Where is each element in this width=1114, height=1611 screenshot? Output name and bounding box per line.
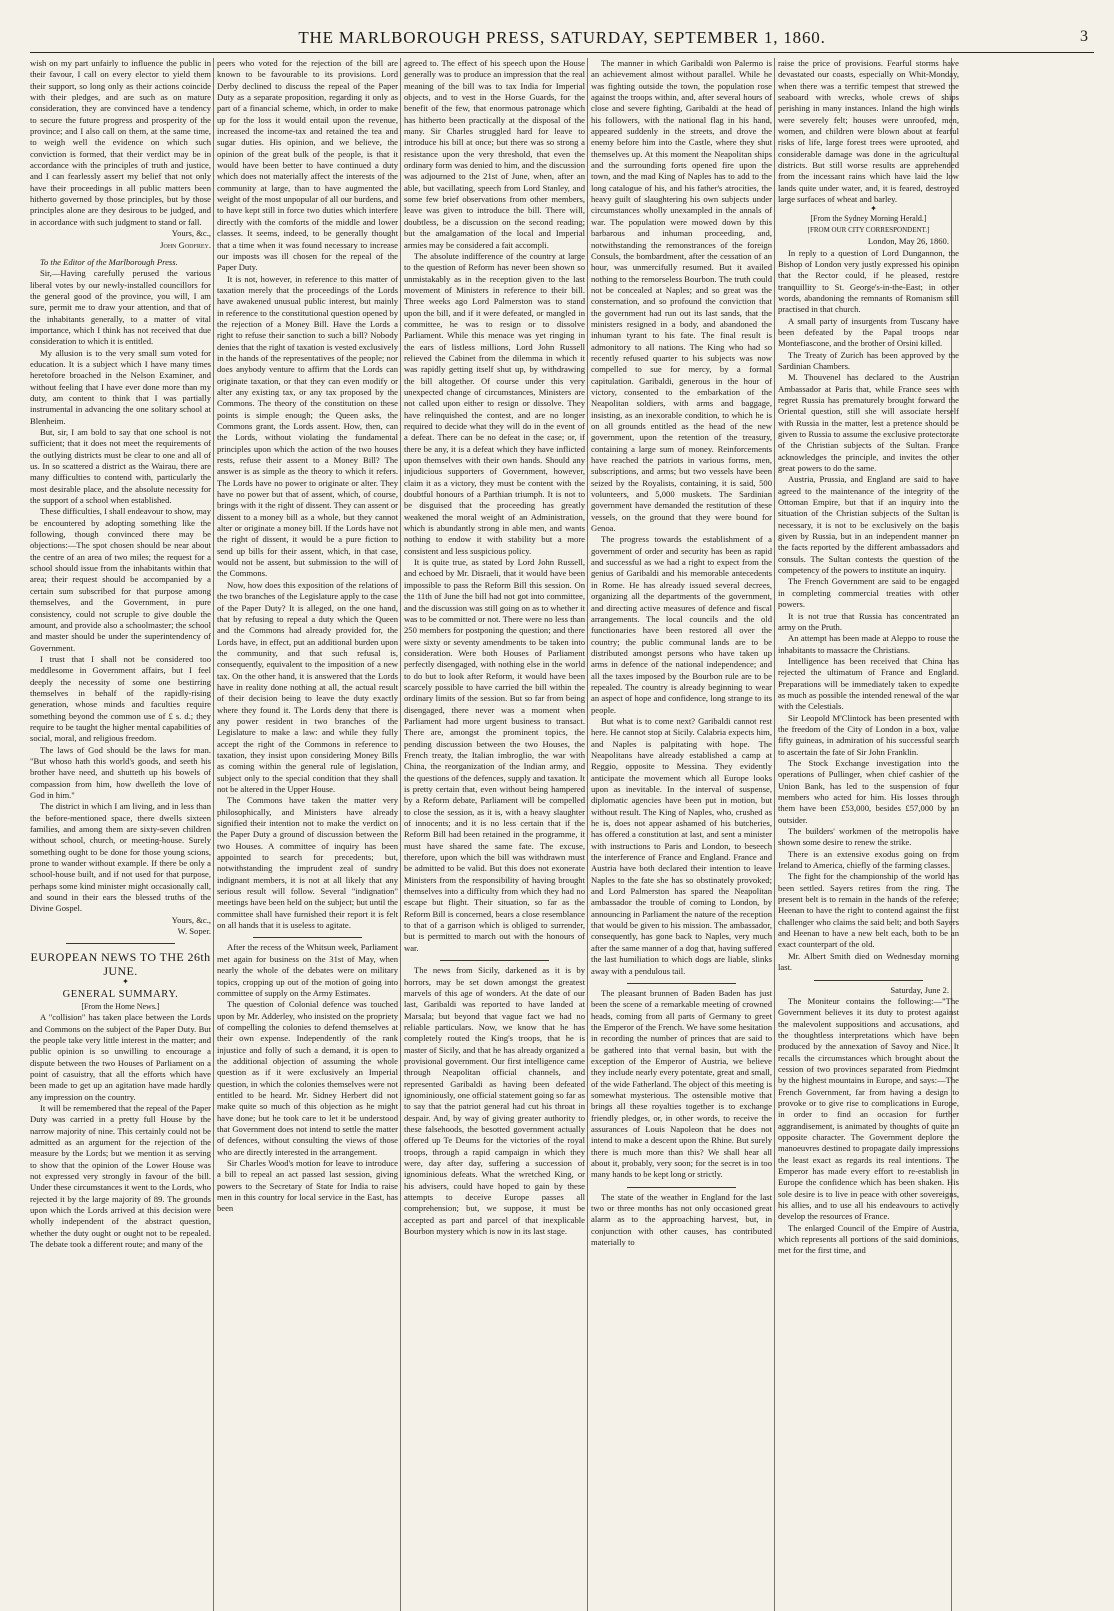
paragraph: It will be remembered that the repeal of the Paper Duty was carried in a pretty full House by the narrow majority of nine. This certainly could not be admitted as an argument for the rejection of the measure by the Lords; but we mention it as serving to show that the opinion of the Lower House was not expressed very strongly in favour of the bill. Under these circumstances it went to the Lords, who rejected it by the large majority of 89. The grounds upon which the Lords arrived at this decision were wholly independent of the abstract question, whether the duty ought or ought not to be repealed. The debate took a different route; and many of the <box>30 1102 211 1250</box>
signature: W. Soper. <box>177 926 211 937</box>
columns-area <box>30 58 1096 1611</box>
signoff: Yours, &c., <box>171 914 211 925</box>
page-title: THE MARLBOROUGH PRESS, SATURDAY, SEPTEMBER 1, 1860. <box>298 28 826 47</box>
paragraph: An attempt has been made at Aleppo to rouse the inhabitants to massacre the Christians. <box>778 633 959 655</box>
paragraph: In reply to a question of Lord Dungannon, the Bishop of London very justly expressed his opinion that the Rector could, if he pleased, restore tranquillity to St. George's-in-the-East; in other words, abandoning the remnants of Romanism still practised in that church. <box>778 247 959 315</box>
paragraph: Austria, Prussia, and England are said to have agreed to the maintenance of the integrity of the Ottoman Empire, but that if an inquiry into the situation of the Christian subjects of the Sultan is necessary, it is not to be exclusively on the basis given by Russia, but in an independent manner on the facts reported by the different ambassadors and consuls. The Sultan contests the question of the competency of the powers to institute an inquiry. <box>778 474 959 576</box>
ornament: ✦ <box>870 204 877 214</box>
paragraph: wish on my part unfairly to influence the public in their favour, I call on every elector to yield them their support, so long only as their actions coincide with their pledges, and are such as on mature consideration, they are convinced have a tendency to secure the future progress and prosperity of the province; and I also call on them, at the same time, to weigh well the evidence on which such conviction is formed, that their verdict may be in accordance with the principles of truth and justice, and I can fearlessly assert my belief that not only have their proceedings in all public matters been hitherto governed by those principles, but by those principles alone are they desirous to be judged, and in accordance with such judgment to stand or fall. <box>30 58 211 227</box>
paragraph: The manner in which Garibaldi won Palermo is an achievement almost without parallel. While he was fighting outside the town, the population rose against the troops within, and, after several hours of close and severe fighting, Garibaldi at the head of his followers, with the national flag in his hand, appeared suddenly in the streets, and drove the enemy before him into the Castle, where they shut themselves up. At this moment the Neapolitan ships and the surrounding forts opened fire upon the town, and the mad King of Naples has to add to the long catalogue of his, and his father's atrocities, the heavy guilt of slaughtering his own subjects under circumstances wholly unexampled in the annals of war. The population were mowed down by this barbarous and inhuman proceeding, and, notwithstanding the remonstrances of the foreign Consuls, the bombardment, after the cessation of an hour, was unmercifully resumed. But it availed nothing to the remorseless Bourbon. The truth could not be concealed at Naples; and so great was the consternation, and so profound the conviction that the government had run out its last sands, that the ministers resigned in a body, and abandoned the inhuman tyrant to his fate. The final result is admonitory to all nations. The King who had so recently refused quarter to his subjects was now compelled to sue for mercy, by a formal capitulation. Garibaldi, generous in the hour of victory, consented to the embarkation of the Neapolitan soldiers, with arms and baggage, insisting, as an inexorable condition, to which he is on all grounds entitled as the head of the new government, upon the retention of the treasury, containing a large sum of money. Reinforcements have reached the patriots in various forms, men, subscriptions, and arms; but two vessels have been seized by the Royalists, containing, it is said, 500 volunteers, and 5,000 muskets. The Sardinian government have demanded the restitution of these vessels, on the ground that they were bound for Genoa. <box>591 58 772 534</box>
column-3 <box>404 58 585 1611</box>
section-divider <box>627 983 736 984</box>
paragraph: The laws of God should be the laws for man. "But whoso hath this world's goods, and seeth his brother have need, and shutteth up his bowels of compassion from him, how dwelleth the love of God in him." <box>30 744 211 800</box>
paragraph: But what is to come next? Garibaldi cannot rest here. He cannot stop at Sicily. Calabria expects him, and Naples is palpitating with hope. The Neapolitans have already established a camp at Reggio, opposite to Messina. They evidently anticipate the movement which all Europe looks upon as inevitable. In the interval of suspense, diplomatic agencies have been put in motion, but without result. The King of Naples, who, crushed as he is, does not appear ashamed of his butcheries, has offered a constitution at last, and sent a minister with instructions to Paris and London, to beseech the interference of France and England. France and Austria have both declared their intention to leave Naples to the fate she has so obstinately provoked; and Lord Palmerston has spared the Neapolitan ambassador the trouble of coming to London, by announcing in Parliament the nature of the reception that would be given to his mission. The ambassador, consequently, has gone back to Naples, very much after the same manner of a dog that, having suffered the last humiliation to which dogs are liable, slinks away with a pendulous tail. <box>591 715 772 976</box>
paragraph: I trust that I shall not be considered too meddlesome in Government affairs, but I feel deeply the necessity of some one bestirring themselves in behalf of the rapidly-rising generation, whose minds and faculties require something beyond the common use of £ s. d.; they require to be taught the higher mental capabilities of social, moral, and religious freedom. <box>30 653 211 744</box>
signoff: Yours, &c., <box>171 228 211 239</box>
column-2 <box>217 58 398 1611</box>
signature: John Godfrey. <box>160 239 211 250</box>
paragraph: It is not true that Russia has concentrated an army on the Pruth. <box>778 610 959 632</box>
correspondent-note: [FROM OUR CITY CORRESPONDENT.] <box>807 225 930 234</box>
source-note: [From the Home News.] <box>81 1001 160 1011</box>
paragraph: These difficulties, I shall endeavour to show, may be encountered by adopting something like the following, though convinced there may be objections:—The spot chosen should be near about the centre of an area of two miles; the request for a school should issue from the inhabitants within that area; their request should be accompanied by a certain sum subscribed for that purpose among themselves, and the Government, in pure consistency, could not scruple to give double the amount, and provide also a schoolmaster; the school and master should be under the superintendency of Government. <box>30 506 211 653</box>
paragraph: The state of the weather in England for the last two or three months has not only occasioned great alarm as to the approaching harvest, but, in conjunction with other causes, has contributed materially to <box>591 1191 772 1248</box>
paragraph: The fight for the championship of the world has been settled. Sayers retires from the ring. The present belt is to remain in the hands of the referee; Heenan to have the right to contend against the first challenger who claims the said belt; and both Sayers and Heenan to have a new belt each, both to be an exact counterpart of the old. <box>778 871 959 950</box>
paragraph: The district in which I am living, and in less than the before-mentioned space, there dwells sixteen families, and among them are sixty-seven children without school, church, or meeting-house. Surely something ought to be done for those young scions, prone to wander without example. If there be only a school-house built, and if not used for that purpose, perhaps some kind minister might occasionally call, and sound in their ears the blessed truths of the Divine Gospel. <box>30 801 211 914</box>
paragraph: The question of Colonial defence was touched upon by Mr. Adderley, who insisted on the propriety of compelling the colonies to defend themselves at their own expense. Independently of the rank injustice and folly of such a demand, it is open to the additional objection of assuming the whole question as if it were exclusively an Imperial question, in which the colonies themselves were not entitled to be heard. Mr. Sidney Herbert did not make quite so much of this objection as he might have done; but he took care to let it be understood that Government does not intend to settle the matter of defences, without consulting the views of those who are directly interested in the arrangement. <box>217 999 398 1157</box>
paragraph: The Treaty of Zurich has been approved by the Sardinian Chambers. <box>778 349 959 371</box>
column-1 <box>30 58 211 1611</box>
page-number: 3 <box>1080 28 1088 45</box>
paragraph: The absolute indifference of the country at large to the question of Reform has never been shown so unmistakably as in the reception given to the last movement of Ministers in reference to their bill. Three weeks ago Lord Palmerston was to stand upon the bill, and if it were defeated, or mangled in committee, he was to resign or to dissolve Parliament. While this menace was yet ringing in the ears of listless millions, Lord John Russell relieved the Cabinet from the dilemma in which it was rapidly getting itself shut up, by withdrawing the bill altogether. Of course under this very unexpected change of circumstances, Ministers are not called upon either to resign or dissolve. They have relinquished the contest, and are no longer required to decide what they will do in the event of a defeat. There can be no defeat in the case; or, if there be any, it is a defeat which they have inflicted upon themselves with their own hands. Should any injudicious supporters of Government, however, claim it as a victory, they must be content with the doubtful honours of a Parthian triumph. It is not to be disguised that the proceeding has greatly weakened the moral weight of an Administration, which is abundantly strong in able men, and wants nothing to endow it with stability but a more consistent and less suspicious policy. <box>404 250 585 556</box>
paragraph: Mr. Albert Smith died on Wednesday morning last. <box>778 950 959 973</box>
paragraph: raise the price of provisions. Fearful storms have devastated our coasts, especially on Whit-Monday, when there was a terrific tempest that strewed the seaboard with wrecks, whole crews of ships perishing in many instances. Inland the high winds were severely felt; houses were unroofed, men, women, and children were blown about at fearful risks of life, large forest trees were uprooted, and considerable damage was done in the agricultural districts. But still worse results are apprehended from the incessant rains which have laid the low lands quite under water, and, it is feared, destroyed large surfaces of wheat and barley. <box>778 58 959 205</box>
paragraph: Now, how does this exposition of the relations of the two branches of the Legislature apply to the case of the Paper Duty? It is alleged, on the one hand, that by refusing to repeal a duty which the Queen and the Commons had already provided for, the Lords have, in effect, put an additional burden upon the community, and that such refusal is, consequently, equivalent to the imposition of a new tax. On the other hand, it is answered that the Lords have in reality done nothing at all, the actual result of their decision being to leave the duty exactly where they found it. The Lords deny that there is any power resident in two branches of the Legislature to make a law: and while they fully accept the right of the Commons in reference to taxation, they insist upon considering Money Bills as coming within the general rule of legislation, subject only to the special condition that they shall not be altered in the Upper House. <box>217 579 398 794</box>
column-4 <box>591 58 772 1611</box>
paragraph: But, sir, I am bold to say that one school is not sufficient; that it does not meet the requirements of the outlying districts must be clear to one and all of us. In so scattered a district as the Wairau, there are many difficulties to contend with, particularly the most desirable place, and the absolute necessity for the support of a school when established. <box>30 427 211 506</box>
paragraph: After the recess of the Whitsun week, Parliament met again for business on the 31st of May, when nearly the whole of the debates were on military topics, cropping up out of the motion of going into committee of supply on the Army Estimates. <box>217 942 398 998</box>
paragraph: The pleasant brunnen of Baden Baden has just been the scene of a remarkable meeting of crowned heads, coming from all parts of Germany to greet the Emperor of the French. We have some hesitation in recording the number of princes that are said to be gathered into that vernal basin, but with the exception of the Emperor of Austria, we believe they include nearly every potentate, great and small, of the wide Fatherland. The object of this meeting is somewhat mysterious. The ostensible motive that brings all these royalties together is to exchange friendly pledges, or, in other words, to receive the assurances of Louis Napoleon that he does not intend to make a descent upon the Rhine. But surely there is much more than this? We shall hear all about it, probably, very soon; for the secret is in too many hands to be kept long or strictly. <box>591 987 772 1180</box>
paragraph: The news from Sicily, darkened as it is by horrors, may be set down amongst the greatest marvels of this age of wonders. At the date of our last, Garibaldi was reported to have landed at Marsala; but beyond that vague fact we had no reliable particulars. Now, we know that he has completely routed the King's troops, that he is master of Sicily, and that he has already organized a provisional government. Our first intelligence came through Neapolitan official channels, and represented Garibaldi as having been defeated ignominiously, one official statement going so far as to say that the patriot general had cut his throat in despair. And, by way of giving greater authority to these falsehoods, the besotted government actually offered up Te Deums for the victories of the royal troops, through a rapid campaign in which they were, day after day, suffering a succession of ignominious defeats. What the wretched King, or his advisers, could have hoped to gain by these attempts to deceive Europe passes all comprehension; but, we suppose, it must be accepted as part and parcel of that inexplicable Bourbon mystery which is now in its last stage. <box>404 965 585 1237</box>
paragraph: A "collision" has taken place between the Lords and Commons on the subject of the Paper Duty. But the people take very little interest in the matter; and public opinion is so unwilling to encourage a dispute between the two Houses of Parliament on a point of casuistry, that all the efforts which have been made to get up an agitation have made hardly any impression on the country. <box>30 1012 211 1102</box>
paragraph: Sir Leopold M'Clintock has been presented with the freedom of the City of London in a box, value fifty guineas, in admiration of his successful search to ascertain the fate of Sir John Franklin. <box>778 712 959 757</box>
paragraph: Sir,—Having carefully perused the various liberal votes by our newly-installed councillors for the general good of the province, you will, I am sure, permit me to draw your attention, and that of the inhabitants generally, to a matter of vital importance, which I think has not received that due consideration to which it is entitled. <box>30 268 211 347</box>
letter-address: To the Editor of the Marlborough Press. <box>40 256 178 267</box>
section-divider <box>627 1187 736 1188</box>
ornament: ✦ <box>122 977 129 987</box>
paragraph: The builders' workmen of the metropolis have shown some desire to renew the strike. <box>778 826 959 848</box>
paragraph: The Stock Exchange investigation into the operations of Pullinger, when chief cashier of the Union Bank, has led to the suspension of four members who acted for him. His losses through them have been £53,000, besides £57,000 by an outsider. <box>778 757 959 825</box>
paragraph: The enlarged Council of the Empire of Austria, which represents all portions of the said dominions, met for the first time, and <box>778 1222 959 1256</box>
paragraph: Sir Charles Wood's motion for leave to introduce a bill to repeal an act passed last session, giving powers to the Secretary of State for India to raise men in this country for local service in the East, has been <box>217 1158 398 1214</box>
section-divider <box>440 960 549 961</box>
dateline: Saturday, June 2. <box>890 984 949 995</box>
section-divider <box>66 943 175 944</box>
paragraph: It is not, however, in reference to this matter of taxation merely that the proceedings of the Lords have awakened unusual public interest, but mainly in reference to the constitutional question opened by the rejection of a Money Bill. Have the Lords a right to refuse their sanction to such a bill? Nobody denies that the right of taxation is vested exclusively in the hands of the representatives of the people; nor does anybody venture to affirm that the Lords can originate taxation, or that they can even modify or alter any existing tax, or any tax proposed by the Commons. The theory of the constitution on these points is simple enough; the Queen asks, the Commons grant, the Lords assent. How, then, can the Lords, without violating the fundamental principles upon which the action of the two houses rests, refuse their assent to a Money Bill? The answer is as simple as the theory to which it refers. The Lords have no power to originate or alter. They have no power but that of assent, which, of course, brings with it the right of dissent. They can assent or dissent to a money bill as a whole, but they cannot alter or originate a money bill. If the Lords have not the right of dissent, it would be a pure fiction to send up bills for their assent, which, in that case, would not be assent, but submission to the will of the Commons. <box>217 273 398 579</box>
column-5 <box>778 58 959 1611</box>
paragraph: agreed to. The effect of his speech upon the House generally was to produce an impression that the real meaning of the bill was to tax India for Imperial objects, and to vest in the Horse Guards, for the benefit of the few, that enormous patronage which has hitherto been practically at the disposal of the many. Sir Charles struggled hard for leave to introduce his bill at once; but there was so strong a resistance upon the very threshold, that even the ordinary form was denied to him, and the discussion was adjourned to the 21st of June, when, after an able, but vacillating, speech from Lord Stanley, and some few brief observations from other members, leave was given to introduce the bill. There will, doubtless, be a discussion on the second reading; but the amalgamation of the local and Imperial armies may be considered a fait accompli. <box>404 58 585 250</box>
column-rule <box>587 58 588 1611</box>
paragraph: The French Government are said to be engaged in completing commercial treaties with other powers. <box>778 576 959 610</box>
column-rule <box>213 58 214 1611</box>
paragraph: The Commons have taken the matter very philosophically, and Ministers have already signified their intention not to make the verdict on the Paper Duty a ground of discussion between the two Houses. A committee of inquiry has been appointed to search for precedents; but, notwithstanding the imprudent zeal of sundry indignant members, it is not at all likely that any serious result will follow. Several "indignation" meetings have been held on the subject; but until the committee shall have furnished their report it is felt on all hands that it is useless to agitate. <box>217 795 398 931</box>
masthead <box>30 22 1094 53</box>
paragraph: Intelligence has been received that China has rejected the ultimatum of France and England. Preparations will be immediately taken to expedite as much as possible the intended renewal of the war with the Celestials. <box>778 655 959 712</box>
dateline: London, May 26, 1860. <box>867 236 949 247</box>
paragraph: A small party of insurgents from Tuscany have been defeated by the Papal troops near Montefiascone, and the brother of Orsini killed. <box>778 315 959 349</box>
paragraph: M. Thouvenel has declared to the Austrian Ambassador at Paris that, while France sees with regret Russia has prematurely brought forward the Oriental question, still she will associate herself with Russia in the matter, lest a pretence should be given to Russia to assume the exclusive protectorate of the Christian subjects of the Sultan. France acknowledges the principle, and invites the other great powers to do the same. <box>778 372 959 474</box>
section-divider <box>814 980 923 981</box>
paragraph: The Moniteur contains the following:—"The Government believes it its duty to protest against the malevolent suppositions and accusations, and the thoughtless interpretations which have been produced by the annexation of Savoy and Nice. It recalls the circumstances which brought about the cession of two provinces separated from Piedmont by the highest mountains in Europe, and says:—The French Government, far from having a design to provoke or to give rise to complications in Europe, in order to find an occasion for further aggrandisement, is animated by thoughts of quite an opposite character. The Government deplore the manoeuvres destined to propagate daily impressions the least exact as regards its real intentions. The Emperor has made every effort to re-establish in Europe the confidence which has been shaken. His sole desire is to live in peace with other sovereigns, his allies, and to use all his endeavours to actively develop the resources of France. <box>778 995 959 1222</box>
source-note: [From the Sydney Morning Herald.] <box>810 214 927 224</box>
paragraph: The progress towards the establishment of a government of order and security has been as rapid and successful as we had a right to expect from the genius of Garibaldi and his memorable antecedents in Rome. He has already issued several decrees, organizing all the departments of the government, and directing active measures of defence and fiscal arrangements. The local councils and the old functionaries have been restored all over the country; the public communal lands are to be distributed amongst persons who have taken up arms in defence of the national independence; and all the taxes imposed by the Bourbon rule are to be repealed. The country is already beginning to wear an aspect of hope and confidence, long strange to its people. <box>591 534 772 715</box>
section-divider <box>253 937 362 938</box>
section-headline: EUROPEAN NEWS TO THE 26th JUNE. <box>30 950 211 979</box>
column-rule <box>400 58 401 1611</box>
paragraph: It is quite true, as stated by Lord John Russell, and echoed by Mr. Disraeli, that it would have been impossible to pass the Reform Bill this session. On the 11th of June the bill had not got into committee, and the discussion was still going on as to whether it was to be committed or not. There were no less than 250 members for postponing the question; and there were sixty or seventy amendments to be taken into consideration. Were both Houses of Parliament perfectly disengaged, with nothing else in the world to do but to look after Reform, it would have been scarcely possible to have carried the bill within the ordinary limits of the session. But so far from being disengaged, there never was a moment when Parliament had more urgent business to transact. There are, amongst the prominent topics, the pending discussion between the two Houses, the French treaty, the Italian imbroglio, the war with China, the reorganization of the Indian army, and the questions of the defences, supply and taxation. It is pretty certain that, even without being hampered by a Reform debate, Parliament will be compelled to close the session, as it is, with a heavy slaughter of innocents; and it is no less certain that if the Reform Bill had been retained in the programme, it must have shared the same fate. The excuse, therefore, upon which the bill was withdrawn must be admitted to be valid. But this does not exonerate Ministers from the responsibility of having brought themselves into a difficulty from which they had no escape but flight. Their situation, so far as the Reform Bill is concerned, bears a close resemblance to that of a garrison which is obliged to surrender, but is permitted to march out with the honours of war. <box>404 557 585 953</box>
paragraph: There is an extensive exodus going on from Ireland to America, chiefly of the farming classes. <box>778 848 959 871</box>
column-rule <box>774 58 775 1611</box>
paragraph: My allusion is to the very small sum voted for education. It is a subject which I have many times heretofore broached in the Nelson Examiner, and without feeling that I have ever done more than my duty, am content to think that I was partially instrumental in advancing the one solitary school at Blenheim. <box>30 347 211 426</box>
paragraph: peers who voted for the rejection of the bill are known to be favourable to its provisions. Lord Derby declined to discuss the repeal of the Paper Duty as a separate proposition, regarding it only as part of a financial scheme, which, in order to make up for the loss it would entail upon the revenue, increased the income-tax and retained the tea and sugar duties. His opinion, and we believe, the opinion of the great bulk of the people, is that it would have been better to have continued a duty which does not materially affect the interests of the community at large, than to have augmented the weight of the most unpopular of all our burdens, and to have kept still in force two duties which interfere directly with the comforts of the middle and lower classes. It seems, indeed, to be generally thought that a time when it was found necessary to increase our imposts was ill chosen for the repeal of the Paper Duty. <box>217 58 398 273</box>
section-subhead: GENERAL SUMMARY. <box>62 989 179 1001</box>
